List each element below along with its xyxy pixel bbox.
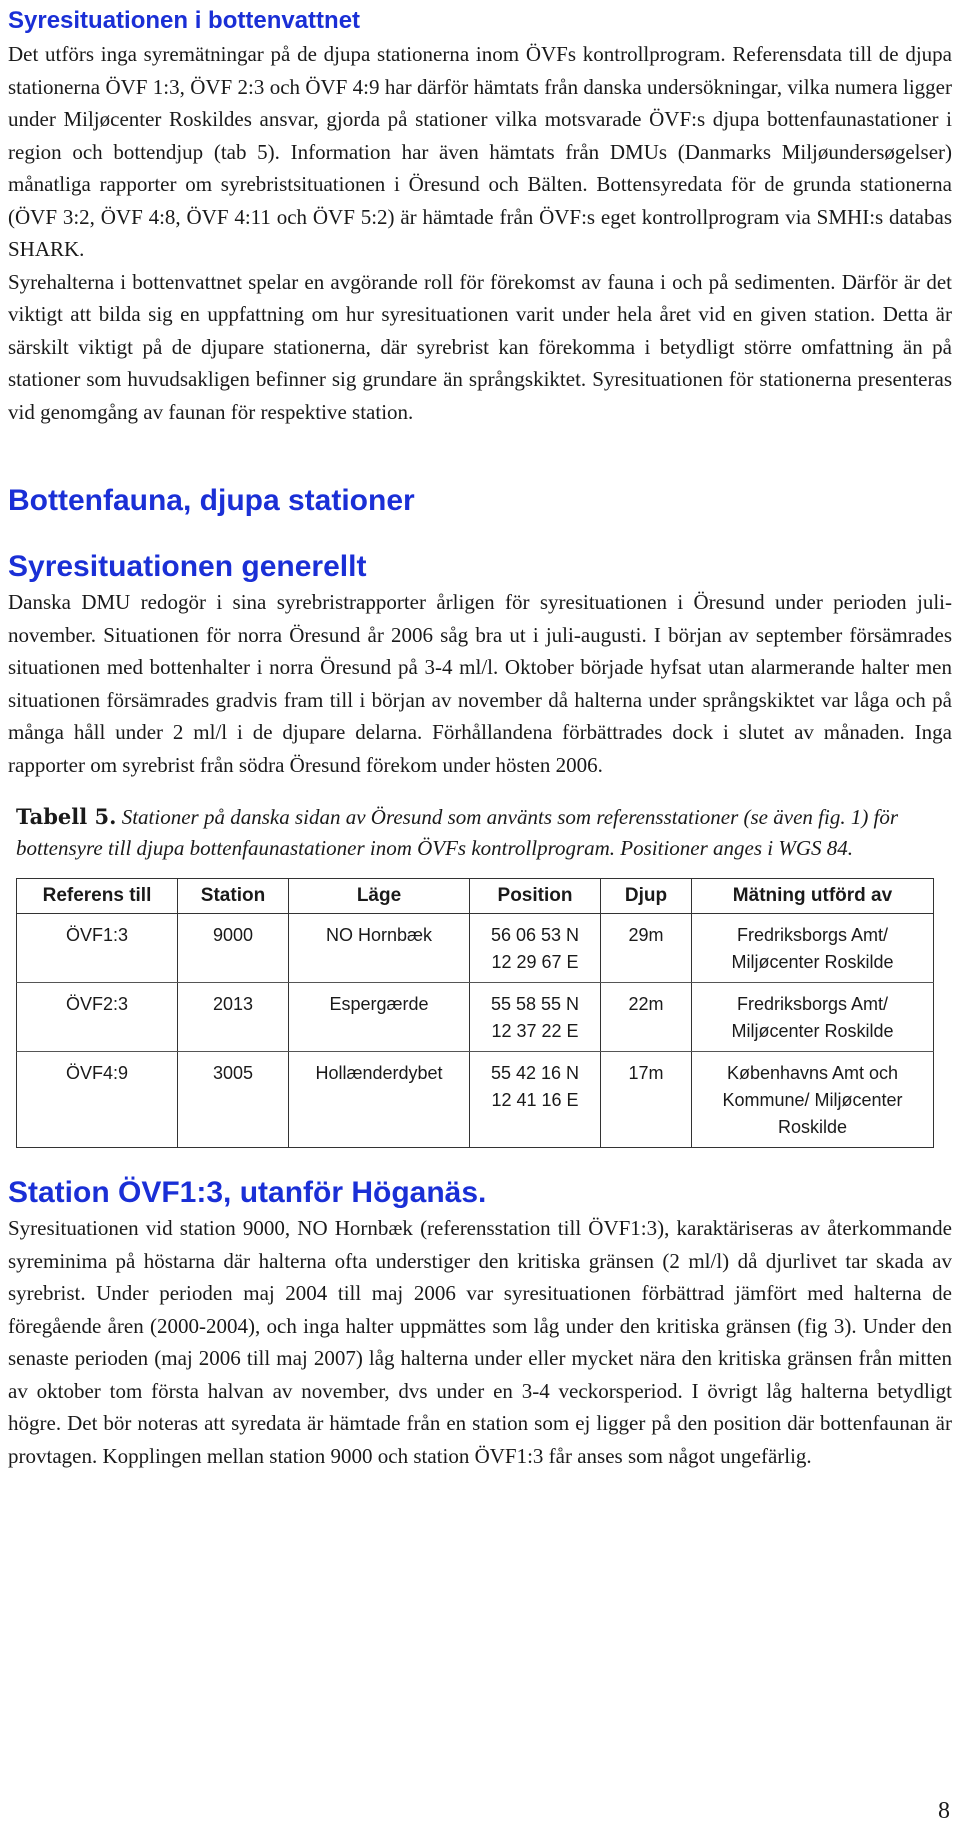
position-lat: 56 06 53 N bbox=[490, 925, 580, 945]
cell-position bbox=[470, 914, 601, 983]
table-header-row bbox=[17, 879, 934, 914]
table-row bbox=[17, 983, 934, 1052]
section-heading-station-ovf13: Station ÖVF1:3, utanför Höganäs. bbox=[8, 1176, 487, 1209]
cell-station: 9000 bbox=[178, 914, 289, 983]
cell-djup: 17m bbox=[601, 1052, 692, 1148]
matning-line-1: Fredriksborgs Amt/ bbox=[736, 994, 889, 1014]
table-row bbox=[17, 1052, 934, 1148]
spacer bbox=[8, 428, 952, 482]
table-row bbox=[17, 914, 934, 983]
column-header-lage: Läge bbox=[289, 879, 470, 914]
matning-line-1: Københavns Amt och bbox=[726, 1063, 899, 1083]
position-lon: 12 37 22 E bbox=[491, 1021, 579, 1041]
matning-line-2: Miljøcenter Roskilde bbox=[731, 952, 894, 972]
position-lat: 55 58 55 N bbox=[490, 994, 580, 1014]
paragraph-oxygen-intro: Det utförs inga syremätningar på de djupa stationerna inom ÖVFs kontrollprogram. Referensdata till de djupa stationerna ÖVF 1:3, ÖVF 2:3 och ÖVF 4:9 har därför hämtats från danska undersökningar, vilka numera ligger under Miljøcenter Roskildes ansvar, gjorda på stationer vilka motsvarade ÖVF:s djupa bottenfaunastationer i region och bottendjup (tab 5). Information har även hämtats från DMUs (Danmarks Miljøundersøgelser) månatliga rapporter om syrebristsituationen i Öresund och Bälten. Bottensyredata för de grunda stationerna (ÖVF 3:2, ÖVF 4:8, ÖVF 4:11 och ÖVF 5:2) är hämtade från ÖVF:s eget kontrollprogram via SMHI:s databas SHARK. bbox=[8, 42, 952, 261]
position-lon: 12 41 16 E bbox=[491, 1090, 579, 1110]
table-caption-label: Tabell 5. bbox=[16, 804, 117, 829]
section-heading-oxygen-bottom-water: Syresituationen i bottenvattnet bbox=[8, 7, 361, 34]
cell-djup: 22m bbox=[601, 983, 692, 1052]
paragraph-oxygen-general: Danska DMU redogör i sina syrebristrapporter årligen för syresituationen i Öresund under perioden juli-november. Situationen för norra Öresund år 2006 såg bra ut i juli-augusti. I början av september försämrades situationen med bottenhalter i norra Öresund på 3-4 ml/l. Oktober började hyfsat utan alarmerande halter men situationen försämrades gradvis fram till i början av november då halterna under språngskiktet var låga och på många håll under 2 ml/l i de djupare delarna. Förhållandena förbättrades dock i slutet av månaden. Inga rapporter om syrebrist från södra Öresund förekom under hösten 2006. bbox=[8, 590, 952, 777]
cell-ref: ÖVF2:3 bbox=[17, 983, 178, 1052]
spacer bbox=[8, 1148, 952, 1174]
cell-djup: 29m bbox=[601, 914, 692, 983]
spacer bbox=[8, 781, 952, 801]
column-header-station: Station bbox=[178, 879, 289, 914]
cell-position bbox=[470, 983, 601, 1052]
column-header-matning: Mätning utförd av bbox=[692, 879, 934, 914]
paragraph-oxygen-importance: Syrehalterna i bottenvattnet spelar en avgörande roll för förekomst av fauna i och på sedimenten. Därför är det viktigt att bilda sig en uppfattning om hur syresituationen varit under hela året vid en given station. Detta är särskilt viktigt på de djupare stationerna, där syrebrist kan förekomma i betydligt större omfattning än på stationer som huvudsakligen befinner sig grundare än språngskiktet. Syresituationen för stationerna presenteras vid genomgång av faunan för respektive station. bbox=[8, 269, 952, 424]
cell-matning bbox=[692, 914, 934, 983]
cell-lage: Espergærde bbox=[289, 983, 470, 1052]
cell-lage: NO Hornbæk bbox=[289, 914, 470, 983]
spacer bbox=[8, 520, 952, 548]
position-lon: 12 29 67 E bbox=[491, 952, 579, 972]
matning-line-3: Roskilde bbox=[777, 1117, 848, 1137]
matning-line-2: Kommune/ Miljøcenter bbox=[722, 1090, 903, 1110]
paragraph-station-ovf13: Syresituationen vid station 9000, NO Hornbæk (referensstation till ÖVF1:3), karaktäriseras av återkommande syreminima på höstarna där halterna ofta understiger den kritiska gränsen (2 ml/l) då djurlivet tar skada av syrebrist. Under perioden maj 2004 till maj 2006 var syresituationen förbättrad jämfört med halterna de föregående åren (2000-2004), och inga halter uppmättes som låg under den kritiska gränsen (fig 3). Under den senaste perioden (maj 2006 till maj 2007) låg halterna under eller mycket nära den kritiska gränsen från mitten av oktober tom första halvan av november, dvs under en 3-4 veckorsperiod. I övrigt låg halterna betydligt högre. Det bör noteras att syredata är hämtade från en station som ej ligger på den position där bottenfaunan är provtagen. Kopplingen mellan station 9000 och station ÖVF1:3 får anses som något ungefärlig. bbox=[8, 1216, 952, 1468]
section-heading-bottom-fauna: Bottenfauna, djupa stationer bbox=[8, 484, 415, 517]
matning-line-1: Fredriksborgs Amt/ bbox=[736, 925, 889, 945]
matning-line-2: Miljøcenter Roskilde bbox=[731, 1021, 894, 1041]
cell-lage: Hollænderdybet bbox=[289, 1052, 470, 1148]
document-page bbox=[8, 0, 952, 1472]
cell-station: 2013 bbox=[178, 983, 289, 1052]
reference-stations-table bbox=[16, 878, 934, 1148]
cell-ref: ÖVF1:3 bbox=[17, 914, 178, 983]
subheading-oxygen-general: Syresituationen generellt bbox=[8, 550, 367, 583]
column-header-djup: Djup bbox=[601, 879, 692, 914]
cell-station: 3005 bbox=[178, 1052, 289, 1148]
cell-position bbox=[470, 1052, 601, 1148]
table-caption bbox=[16, 801, 936, 864]
cell-matning bbox=[692, 1052, 934, 1148]
table-caption-text: Stationer på danska sidan av Öresund som använts som referensstationer (se även fig. 1) för bottensyre till djupa bottenfaunastationer inom ÖVFs kontrollprogram. Positioner anges i WGS 84. bbox=[16, 805, 899, 860]
column-header-position: Position bbox=[470, 879, 601, 914]
spacer bbox=[8, 864, 952, 878]
column-header-referens: Referens till bbox=[17, 879, 178, 914]
position-lat: 55 42 16 N bbox=[490, 1063, 580, 1083]
cell-matning bbox=[692, 983, 934, 1052]
page-number: 8 bbox=[938, 1798, 950, 1824]
cell-ref: ÖVF4:9 bbox=[17, 1052, 178, 1148]
